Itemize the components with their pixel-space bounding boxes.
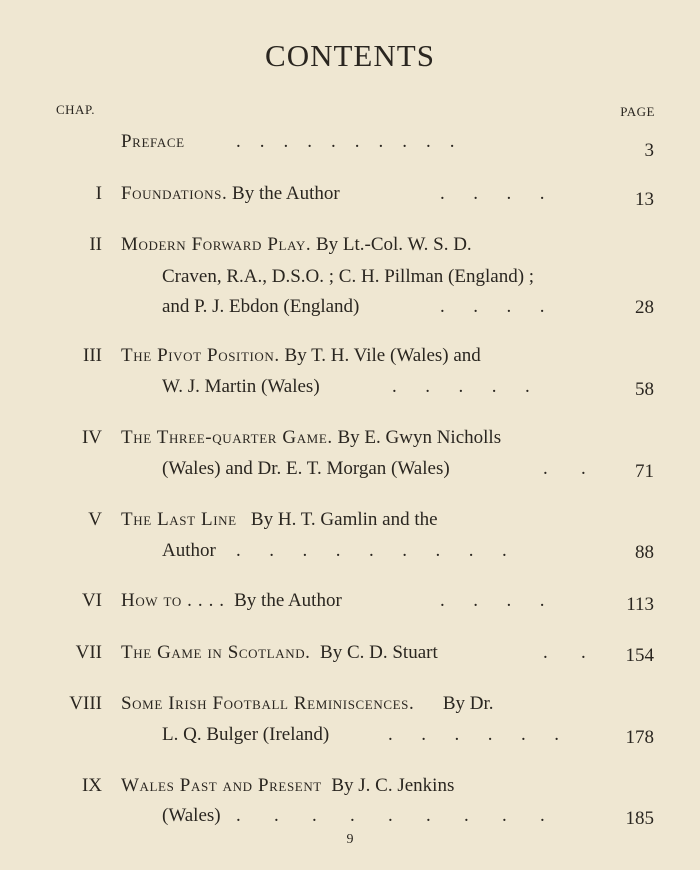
entry-title: The Three-quarter Game. [121, 427, 333, 448]
entry-author: By the Author [234, 590, 342, 611]
entry-continuation: and P. J. Ebdon (England) [162, 296, 360, 317]
entry-page: 113 [626, 594, 654, 615]
entry-title: How to . . . . [121, 590, 225, 611]
entry-continuation: L. Q. Bulger (Ireland) [162, 724, 330, 745]
chapter-number: IV [81, 427, 102, 448]
entry-page: 178 [625, 727, 654, 748]
entry-continuation: W. J. Martin (Wales) [162, 376, 320, 397]
leader-dots: . . . . . . . . . [236, 540, 507, 561]
entry-page: 88 [635, 542, 654, 563]
entry-author: By J. C. Jenkins [331, 775, 455, 796]
leader-dots: . . . . . . . . . . [236, 131, 455, 152]
entry-author: By T. H. Vile (Wales) and [284, 345, 481, 366]
entry-page: 154 [625, 645, 654, 666]
leader-dots: . . . . . . . . . [236, 805, 545, 826]
entry-page: 3 [644, 140, 654, 161]
entry-continuation: (Wales) and Dr. E. T. Morgan (Wales) [162, 458, 450, 479]
entry-author: By the Author [232, 183, 340, 204]
entry-title: Modern Forward Play. [121, 234, 312, 255]
entry-author: By H. T. Gamlin and the [250, 509, 438, 530]
entry-page: 28 [635, 297, 654, 318]
page-number: 9 [346, 832, 354, 847]
chapter-number: VII [75, 642, 102, 663]
entry-page: 58 [635, 379, 654, 400]
leader-dots: . . . . [440, 590, 545, 611]
entry-author: By E. Gwyn Nicholls [337, 427, 502, 448]
entry-title: The Pivot Position. [121, 345, 280, 366]
entry-author: By C. D. Stuart [320, 642, 438, 663]
chapter-number: VIII [69, 693, 102, 714]
chapter-number: V [88, 509, 102, 530]
entry-author: By Dr. [442, 693, 494, 714]
entry-continuation: Author [162, 540, 216, 561]
chapter-number: VI [81, 590, 102, 611]
entry-continuation: (Wales) [162, 805, 221, 826]
leader-dots: . . . . . [392, 376, 530, 397]
leader-dots: . . [543, 458, 586, 479]
page-column-label: PAGE [620, 104, 655, 119]
chapter-number: II [89, 234, 102, 255]
leader-dots: . . . . [440, 183, 545, 204]
leader-dots: . . . . . . [388, 724, 559, 745]
entry-page: 71 [635, 461, 654, 482]
entry-page: 185 [625, 808, 654, 829]
chapter-number: I [95, 183, 102, 204]
chapter-column-label: CHAP. [56, 102, 95, 117]
leader-dots: . . . . [440, 296, 545, 317]
entry-title: The Last Line [121, 509, 237, 530]
entry-title: Preface [121, 131, 185, 152]
entry-title: Wales Past and Present [121, 775, 322, 796]
entry-title: Some Irish Football Reminiscences. [121, 693, 415, 714]
contents-heading: CONTENTS [265, 38, 435, 73]
chapter-number: III [83, 345, 102, 366]
entry-title: Foundations. [121, 183, 228, 204]
entry-continuation: Craven, R.A., D.S.O. ; C. H. Pillman (England) ; [162, 266, 535, 287]
entry-author: By Lt.-Col. W. S. D. [315, 234, 472, 255]
chapter-number: IX [81, 775, 102, 796]
entry-title: The Game in Scotland. [121, 642, 311, 663]
entry-page: 13 [635, 189, 654, 210]
leader-dots: . . [543, 642, 586, 663]
